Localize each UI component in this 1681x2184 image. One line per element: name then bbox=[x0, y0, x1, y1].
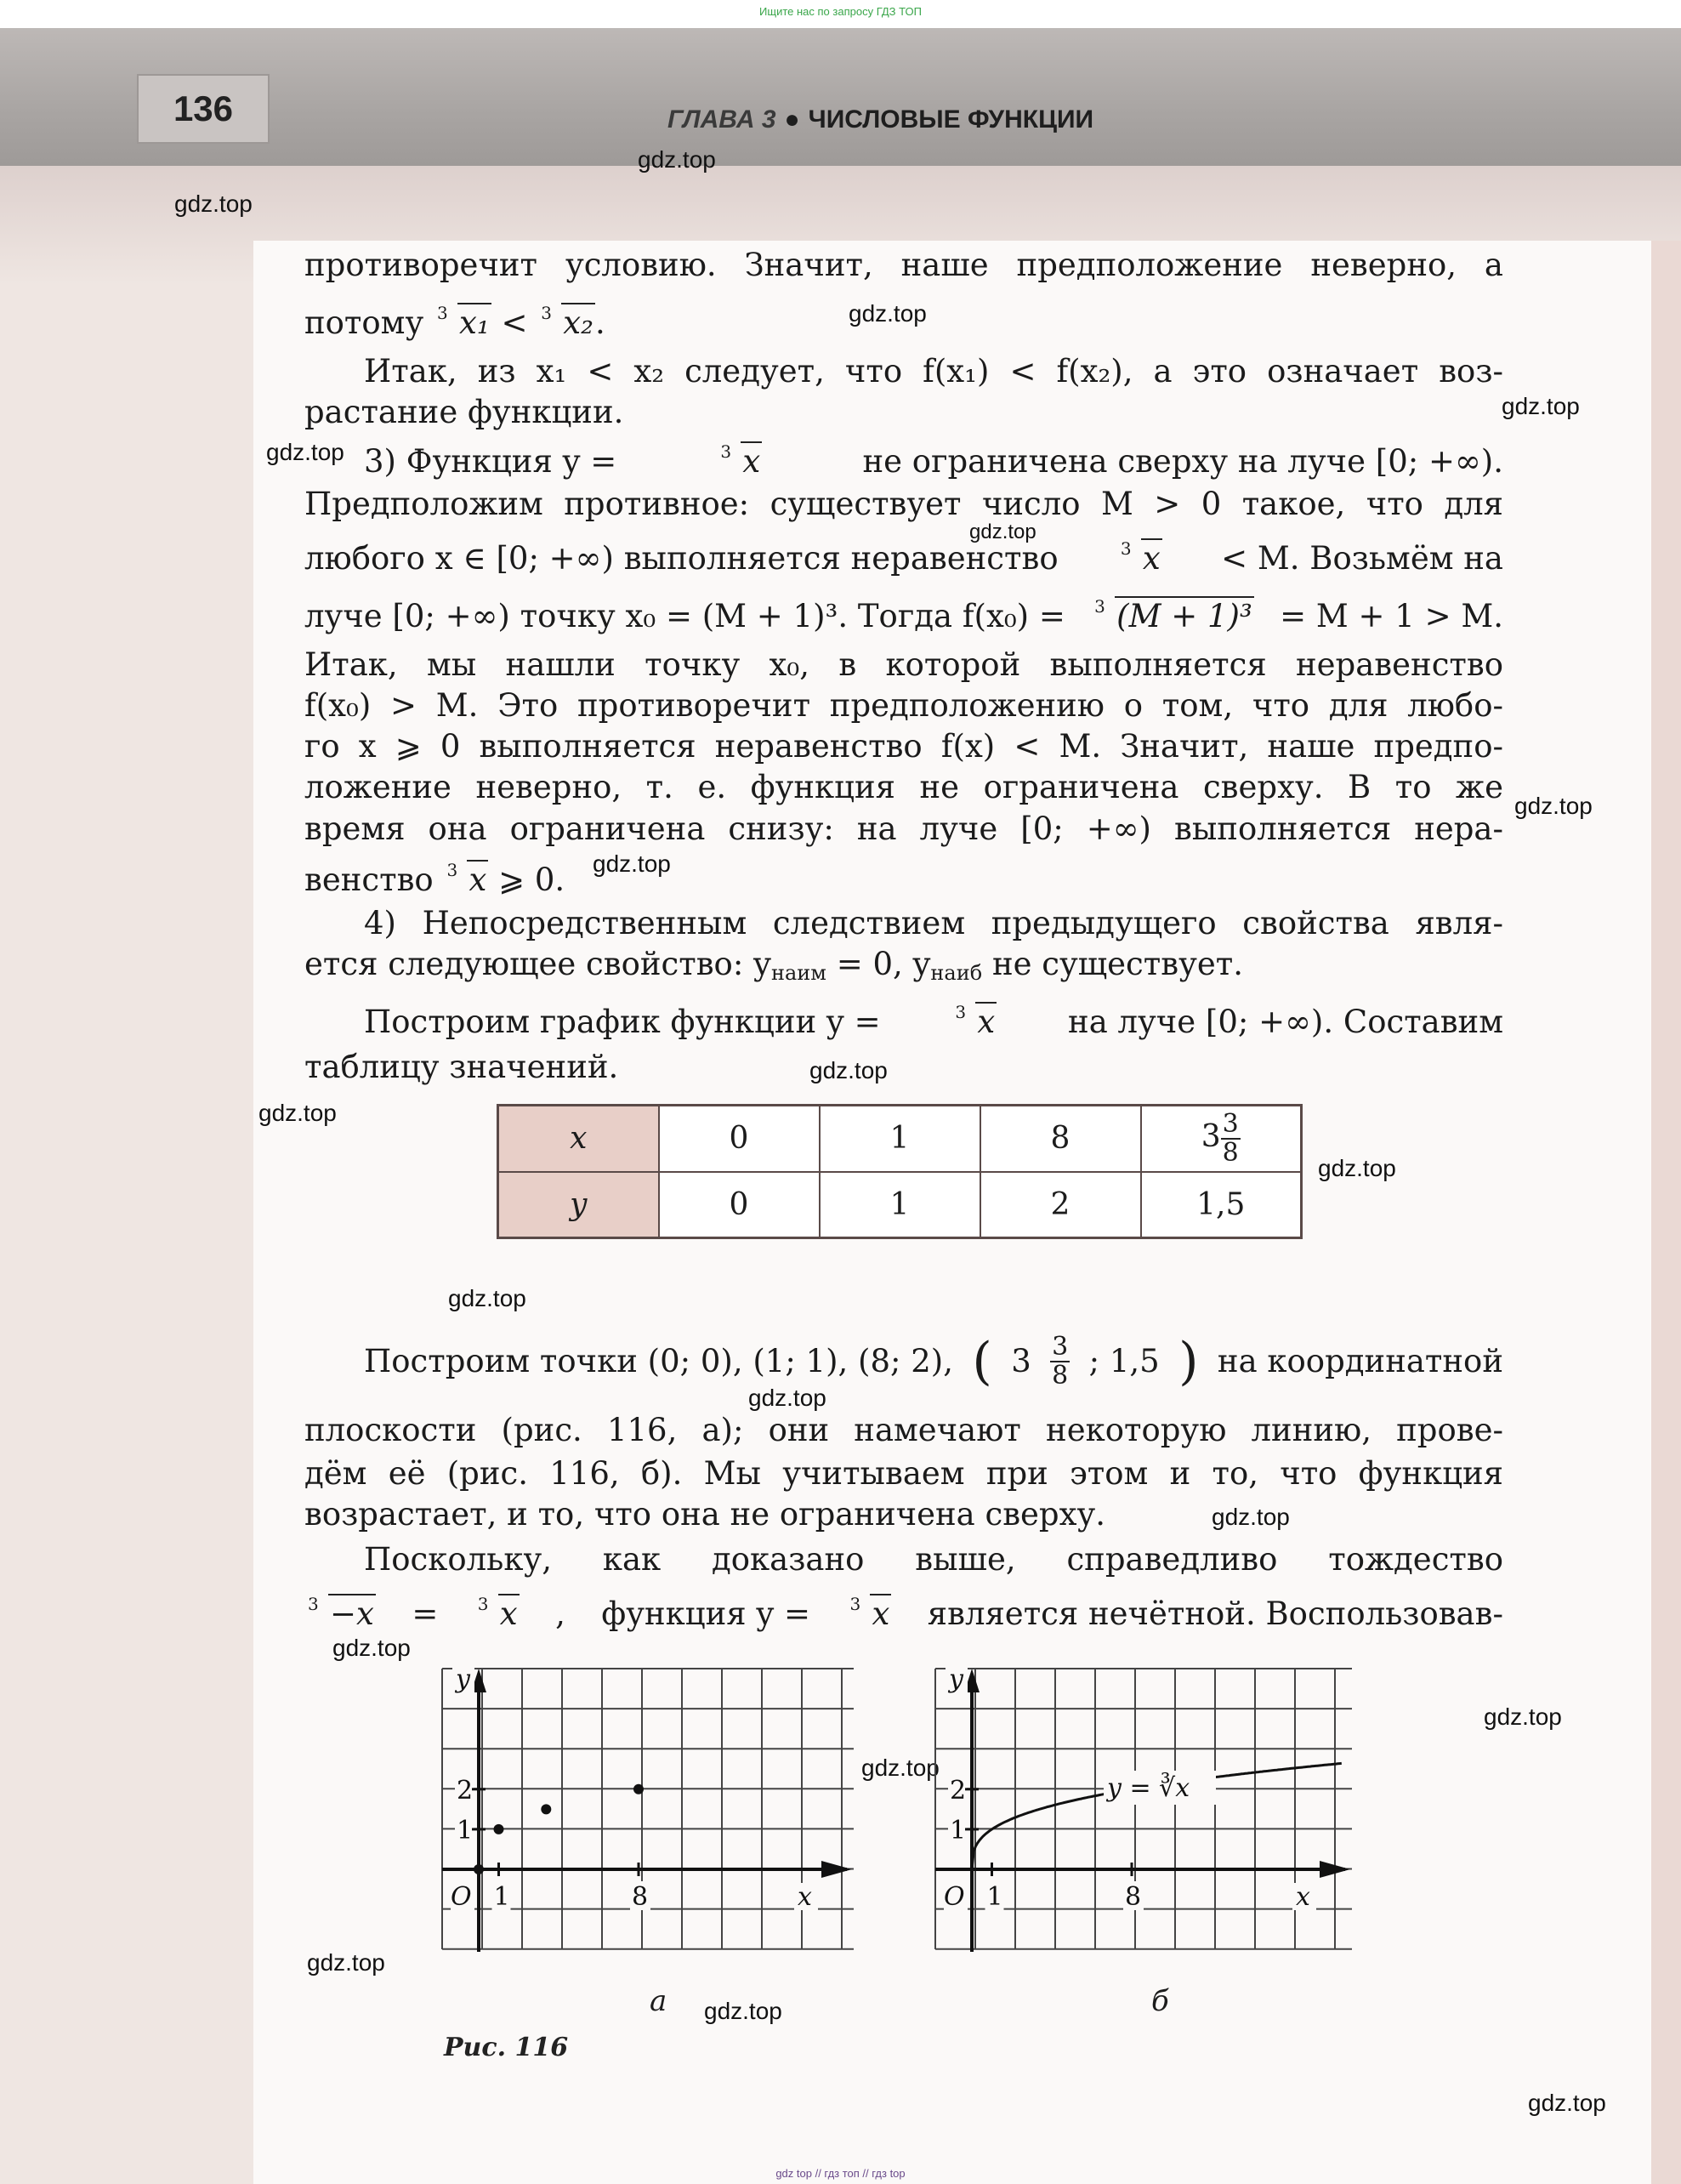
cube-root bbox=[720, 443, 762, 481]
graph-curve bbox=[934, 1667, 1354, 1975]
fraction-denominator: 8 bbox=[1222, 1137, 1239, 1168]
cube-root bbox=[308, 1595, 376, 1633]
root-index: 3 bbox=[437, 303, 448, 323]
watermark: gdz.top bbox=[809, 1057, 888, 1083]
table-cell: 8 bbox=[980, 1106, 1141, 1172]
text-line bbox=[304, 1595, 1503, 1633]
text-span: Построим график функции y = bbox=[364, 1004, 881, 1040]
right-stripe bbox=[1651, 241, 1681, 2184]
text-line bbox=[364, 1004, 1503, 1041]
cube-root bbox=[478, 1595, 520, 1633]
root-index: 3 bbox=[720, 441, 732, 462]
root-body: x bbox=[742, 443, 761, 480]
cube-root bbox=[446, 862, 488, 899]
table-row bbox=[498, 1172, 1302, 1238]
text-line: го x ⩾ 0 выполняется неравенство f(x) < M. Значит, наше предпо- bbox=[304, 728, 1503, 765]
text-span: ется следующее свойство: y bbox=[304, 946, 771, 982]
math-symbol: < bbox=[501, 304, 528, 341]
x-tick-label: 8 bbox=[1125, 1882, 1142, 1912]
text-span: венство bbox=[304, 862, 434, 898]
watermark: gdz.top bbox=[332, 1635, 411, 1661]
watermark: gdz.top bbox=[174, 191, 253, 217]
text-line: Итак, из x₁ < x₂ следует, что f(x₁) < f(x₂), а это означает воз- bbox=[364, 353, 1503, 390]
watermark: gdz.top bbox=[969, 520, 1036, 543]
text-line: Предположим противное: существует число M > 0 такое, что для bbox=[304, 486, 1503, 522]
watermark: gdz.top bbox=[861, 1755, 940, 1781]
watermark: gdz.top bbox=[448, 1285, 526, 1311]
text-line bbox=[364, 443, 1503, 481]
text-span: луче [0; +∞) точку x₀ = (M + 1)³. Тогда f(x₀) = bbox=[304, 598, 1065, 634]
cube-root bbox=[1121, 540, 1162, 577]
text-span: не ограничена сверху на луче [0; +∞). bbox=[862, 443, 1503, 480]
text-line bbox=[364, 1334, 1503, 1390]
text-span: функция y = bbox=[601, 1595, 811, 1632]
watermark: gdz.top bbox=[704, 1998, 782, 2024]
fraction-denominator: 8 bbox=[1052, 1361, 1069, 1391]
root-index: 3 bbox=[849, 1594, 861, 1614]
math-symbol: , bbox=[555, 1595, 565, 1632]
text-span: не существует. bbox=[991, 946, 1243, 982]
text-line: растание функции. bbox=[304, 394, 624, 430]
root-index: 3 bbox=[308, 1594, 319, 1614]
data-point bbox=[474, 1864, 484, 1874]
text-line: f(x₀) > M. Это противоречит предположению о том, что для любо- bbox=[304, 687, 1503, 724]
text-line: таблицу значений. bbox=[304, 1049, 619, 1085]
watermark: gdz.top bbox=[1212, 1504, 1290, 1530]
root-body: (M + 1)³ bbox=[1116, 598, 1252, 634]
watermark: gdz.top bbox=[1318, 1155, 1396, 1181]
text-span: любого x ∈ [0; +∞) выполняется неравенство bbox=[304, 540, 1059, 577]
table-cell bbox=[1141, 1106, 1302, 1172]
x-axis-label: x bbox=[798, 1882, 812, 1912]
root-index: 3 bbox=[955, 1002, 967, 1022]
fraction bbox=[1221, 1108, 1241, 1168]
root-body: x₂ bbox=[563, 304, 593, 341]
left-paren: ( bbox=[972, 1332, 992, 1391]
y-tick-label: 2 bbox=[457, 1775, 474, 1806]
text-line bbox=[304, 862, 1503, 899]
watermark: gdz.top bbox=[1514, 793, 1593, 819]
right-paren: ) bbox=[1178, 1332, 1199, 1391]
watermark: gdz.top bbox=[1502, 393, 1580, 419]
watermark: gdz.top bbox=[1484, 1703, 1562, 1730]
text-line: ложение неверно, т. е. функция не ограничена сверху. В то же bbox=[304, 769, 1503, 805]
watermark: gdz.top bbox=[1528, 2090, 1606, 2116]
table-cell: 2 bbox=[980, 1172, 1141, 1238]
text-line: возрастает, и то, что она не ограничена сверху. bbox=[304, 1496, 1106, 1533]
page-number: 136 bbox=[137, 74, 270, 144]
cube-root bbox=[849, 1595, 891, 1633]
math-symbol: = bbox=[412, 1595, 439, 1632]
fraction-numerator: 3 bbox=[1052, 1332, 1069, 1362]
cube-root bbox=[1094, 598, 1254, 635]
text-span: является нечётной. Воспользовав- bbox=[927, 1595, 1503, 1632]
data-point bbox=[494, 1824, 504, 1834]
y-axis-label: y bbox=[949, 1667, 963, 1694]
root-body: x bbox=[977, 1004, 996, 1040]
root-index: 3 bbox=[1120, 538, 1132, 559]
subscript: наим bbox=[770, 961, 826, 985]
table-cell: 0 bbox=[659, 1172, 820, 1238]
root-body: −x bbox=[330, 1595, 374, 1632]
data-point bbox=[541, 1804, 551, 1814]
x-tick-label: 1 bbox=[493, 1882, 510, 1912]
chapter-prefix: ГЛАВА bbox=[667, 105, 755, 134]
chapter-number: 3 bbox=[761, 105, 776, 134]
text-span: 3 bbox=[1011, 1343, 1031, 1379]
root-index: 3 bbox=[446, 860, 458, 880]
text-span: ⩾ 0. bbox=[498, 862, 565, 898]
root-body: x bbox=[872, 1595, 890, 1632]
root-body: x bbox=[469, 862, 487, 898]
root-body: x bbox=[1142, 540, 1161, 577]
panel-a-label: а bbox=[650, 1984, 667, 2018]
table-header-cell: x bbox=[498, 1106, 659, 1172]
text-line bbox=[304, 304, 1503, 342]
data-point bbox=[633, 1784, 644, 1794]
root-index: 3 bbox=[1094, 596, 1105, 617]
chapter-dot: ● bbox=[784, 105, 800, 134]
text-span: < M. Возьмём на bbox=[1221, 540, 1503, 577]
text-line bbox=[304, 598, 1503, 635]
chapter-title bbox=[667, 105, 1093, 134]
text-span: Построим точки (0; 0), (1; 1), (8; 2), bbox=[364, 1343, 953, 1379]
x-axis-arrow bbox=[821, 1861, 852, 1878]
watermark: gdz.top bbox=[307, 1949, 385, 1976]
fraction bbox=[1050, 1334, 1070, 1390]
text-span: на луче [0; +∞). Составим bbox=[1068, 1004, 1503, 1040]
watermark: gdz.top bbox=[849, 300, 927, 327]
text-span: 3) Функция y = bbox=[364, 443, 617, 480]
text-line: Поскольку, как доказано выше, справедливо тождество bbox=[364, 1541, 1503, 1578]
text-line: 4) Непосредственным следствием предыдущего свойства явля- bbox=[364, 905, 1503, 941]
watermark: gdz.top bbox=[258, 1100, 337, 1126]
text-span: = M + 1 > M. bbox=[1280, 598, 1503, 634]
table-header-cell: y bbox=[498, 1172, 659, 1238]
y-axis-label: y bbox=[456, 1667, 470, 1694]
origin-label: O bbox=[451, 1882, 472, 1912]
root-body: x bbox=[499, 1595, 518, 1632]
root-body: x₁ bbox=[459, 304, 490, 341]
text-span: потому bbox=[304, 304, 424, 341]
watermark: gdz.top bbox=[266, 439, 344, 465]
root-index: 3 bbox=[477, 1594, 489, 1614]
cube-root bbox=[955, 1004, 997, 1041]
table-cell: 0 bbox=[659, 1106, 820, 1172]
text-line bbox=[304, 540, 1503, 577]
x-tick-label: 1 bbox=[986, 1882, 1003, 1912]
table-row bbox=[498, 1106, 1302, 1172]
cube-root bbox=[541, 304, 595, 342]
graph-points bbox=[440, 1667, 855, 1975]
watermark: gdz.top bbox=[748, 1385, 826, 1411]
mixed-whole: 3 bbox=[1201, 1118, 1221, 1154]
chapter-name: ЧИСЛОВЫЕ ФУНКЦИИ bbox=[808, 105, 1094, 134]
text-line: противоречит условию. Значит, наше предположение неверно, а bbox=[304, 247, 1503, 283]
x-tick-label: 8 bbox=[632, 1882, 649, 1912]
subscript: наиб bbox=[930, 961, 983, 985]
fraction-numerator: 3 bbox=[1222, 1108, 1239, 1139]
values-table bbox=[497, 1104, 1303, 1239]
watermark: gdz.top bbox=[638, 146, 716, 173]
text-span: ; 1,5 bbox=[1088, 1343, 1160, 1379]
cube-root bbox=[437, 304, 491, 342]
text-line: Итак, мы нашли точку x₀, в которой выполняется неравенство bbox=[304, 646, 1503, 683]
bottom-banner[interactable]: gdz top // гдз топ // гдз top bbox=[775, 2167, 906, 2180]
table-cell: 1 bbox=[820, 1172, 980, 1238]
x-axis-label: x bbox=[1296, 1882, 1310, 1912]
y-tick-label: 1 bbox=[457, 1815, 474, 1846]
figure-caption: Рис. 116 bbox=[444, 2033, 569, 2062]
curve-label: y = ∛x bbox=[1107, 1773, 1190, 1803]
math-symbol: . bbox=[594, 304, 605, 341]
text-line: плоскости (рис. 116, а); они намечают некоторую линию, прове- bbox=[304, 1412, 1503, 1448]
text-span: = 0, y bbox=[836, 946, 931, 982]
watermark: gdz.top bbox=[593, 850, 671, 877]
y-tick-label: 1 bbox=[950, 1815, 967, 1846]
text-line bbox=[304, 946, 1503, 992]
table-cell: 1,5 bbox=[1141, 1172, 1302, 1238]
panel-b-label: б bbox=[1151, 1984, 1169, 2018]
text-line: дём её (рис. 116, б). Мы учитываем при этом и то, что функция bbox=[304, 1455, 1503, 1492]
origin-label: O bbox=[944, 1882, 965, 1912]
top-banner[interactable]: Ищите нас по запросу ГДЗ ТОП bbox=[759, 5, 922, 18]
root-index: 3 bbox=[541, 303, 552, 323]
text-line: время она ограничена снизу: на луче [0; +∞) выполняется нера- bbox=[304, 810, 1503, 847]
text-span: на координатной bbox=[1217, 1343, 1503, 1379]
y-tick-label: 2 bbox=[950, 1775, 967, 1806]
table-cell: 1 bbox=[820, 1106, 980, 1172]
